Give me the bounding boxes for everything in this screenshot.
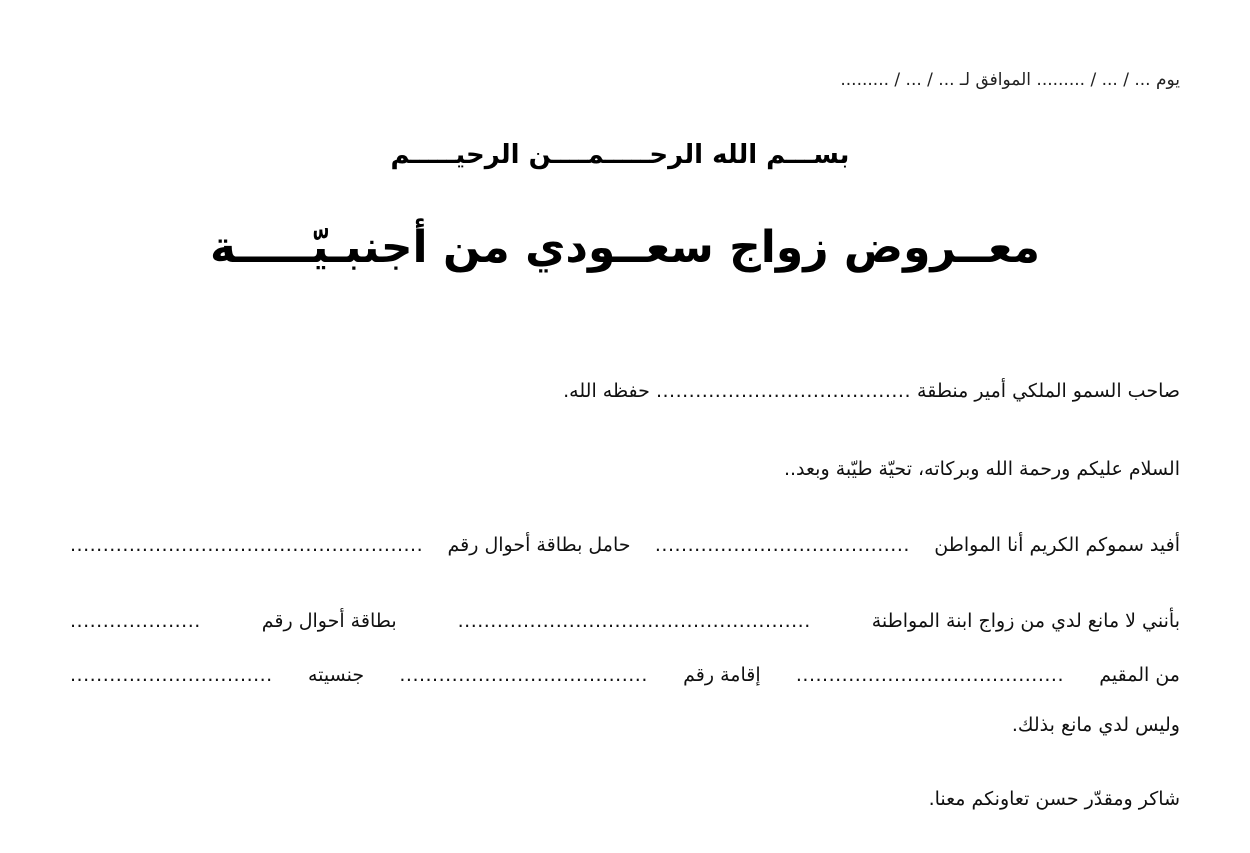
date-line xyxy=(840,70,1180,90)
citizen-id-blank-field[interactable]: ...................................................... xyxy=(70,534,424,556)
page-title xyxy=(0,222,1250,273)
residency-number-blank-field[interactable]: ...................................... xyxy=(399,664,648,686)
basmala-text: بســـم الله الرحـــــمــــن الرحيـــــم xyxy=(390,140,850,170)
statement-2-line xyxy=(70,610,1180,632)
basmala xyxy=(0,140,1250,170)
addressee-prefix: صاحب السمو الملكي أمير منطقة xyxy=(917,380,1180,402)
mother-id-blank-field[interactable]: .................... xyxy=(70,610,201,632)
nationality-blank-field[interactable]: ............................... xyxy=(70,664,273,686)
statement-1-line xyxy=(70,534,1180,556)
statement-3-part-3: جنسيته xyxy=(308,664,365,686)
citizen-name-blank-field[interactable]: ....................................... xyxy=(654,534,910,556)
greeting-line xyxy=(784,458,1180,480)
region-blank-field[interactable]: ....................................... xyxy=(655,380,911,402)
statement-1-part-1: أفيد سموكم الكريم أنا المواطن xyxy=(934,534,1180,556)
thanks-text: شاكر ومقدّر حسن تعاونكم معنا. xyxy=(928,788,1180,810)
addressee-line xyxy=(563,380,1180,402)
date-line-text: يوم ... / ... / ......... الموافق لـ ... / ... / ......... xyxy=(840,70,1180,90)
no-objection-line xyxy=(1012,714,1180,736)
statement-2-part-2: بطاقة أحوال رقم xyxy=(261,610,397,632)
statement-1-part-2: حامل بطاقة أحوال رقم xyxy=(447,534,631,556)
addressee-suffix: حفظه الله. xyxy=(563,380,650,402)
statement-2-part-1: بأنني لا مانع لدي من زواج ابنة المواطنة xyxy=(871,610,1180,632)
thanks-line xyxy=(929,788,1180,810)
greeting-text: السلام عليكم ورحمة الله وبركاته، تحيّة طيّبة وبعد.. xyxy=(783,458,1180,480)
statement-3-part-2: إقامة رقم xyxy=(683,664,761,686)
no-objection-text: وليس لدي مانع بذلك. xyxy=(1011,714,1180,736)
page-title-text: معــروض زواج سعــودي من أجنبـيّـــــة xyxy=(210,222,1040,273)
resident-name-blank-field[interactable]: ......................................... xyxy=(795,664,1064,686)
statement-3-line xyxy=(70,664,1180,686)
statement-3-part-1: من المقيم xyxy=(1099,664,1180,686)
mother-name-blank-field[interactable]: ...................................................... xyxy=(457,610,811,632)
